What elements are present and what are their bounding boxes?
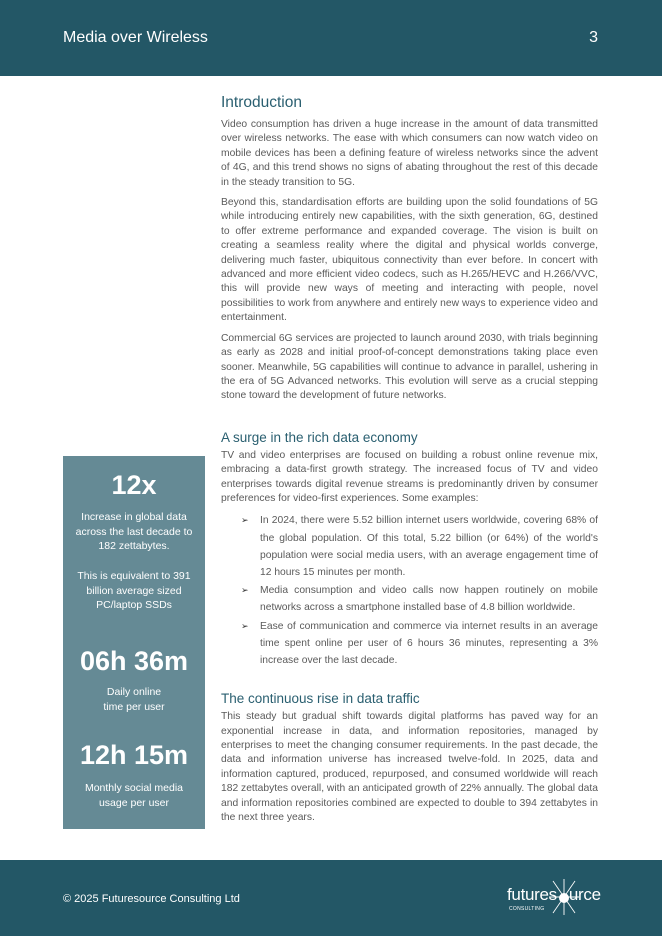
- paragraph: This steady but gradual shift towards digital platforms has paved way for an exponential increase in data, and information repositories, managed by enterprises to meet the changing consumer requirements. In the past decade, the data and information universe has increased twelve-fold. In 2025, data and information captured, produced, repurposed, and consumed worldwide will reach 182 zettabytes overall, with an anticipated growth of 22% annually. The global data and information repositories combined are expected to double to 394 zettabytes in the next three years.: [221, 711, 598, 824]
- page-number: 3: [589, 29, 598, 46]
- stat-label-data-growth: [63, 510, 205, 554]
- list-item-text: Ease of communication and commerce via internet results in an average time spent online per user of 6 hours 36 minutes, representing a 3% increase over the last decade.: [260, 620, 598, 666]
- heading-data-economy: A surge in the rich data economy: [221, 429, 418, 445]
- stat-desc: This is equivalent to 391 billion average sized PC/laptop SSDs: [77, 570, 191, 611]
- paragraph: Video consumption has driven a huge increase in the amount of data transmitted over wireless networks. The ease with which consumers can now watch video on mobile devices has been a defining feature of wireless networks since the advent of 4G, and this trend shows no signs of abating throughout the rest of this decade in the steady transition to 5G.: [221, 119, 598, 188]
- stat-label-ssd-equivalent: [63, 569, 205, 613]
- list-item: [241, 618, 598, 670]
- stat-value-daily-online: 06h 36m: [79, 646, 189, 676]
- paragraph: Beyond this, standardisation efforts are building upon the solid foundations of 5G while introducing entirely new capabilities, with the sixth generation, 6G, destined to offer extreme performance and expanded coverage. The vision is built on creating a seamless reality where the digital and physical worlds converge, delivering much faster, ubiquitous connectivity than ever before. In concert with advanced and more efficient video codecs, such as H.265/HEVC and H.266/VVC, this will provide new ways of meeting and interacting with people, novel possibilities to work from anywhere and entirely new ways to experience video and entertainment.: [221, 197, 598, 324]
- page-header: [0, 0, 662, 76]
- logo-word-left: futures: [507, 885, 557, 904]
- heading-data-traffic: The continuous rise in data traffic: [221, 691, 420, 707]
- list-item: [241, 582, 598, 616]
- arrow-bullet-icon: ➢: [241, 620, 249, 631]
- list-item-text: In 2024, there were 5.52 billion internet users worldwide, covering 68% of the global population. Of this total, 5.22 billion (or 64%) of the world's population were social media users, with an average engagement time of 12 hours 15 minutes per month.: [260, 515, 598, 578]
- paragraph: TV and video enterprises are focused on building a robust online revenue mix, embracing a data-first growth strategy. The increased focus of TV and video enterprises towards digital revenue streams is predominantly driven by consumer preferences for video-first experiences. Some examples:: [221, 449, 598, 504]
- heading-introduction: Introduction: [221, 94, 302, 111]
- list-item-text: Media consumption and video calls now happen routinely on mobile networks across a smartphone installed base of 4.8 billion worldwide.: [260, 585, 598, 614]
- examples-list: [221, 512, 598, 669]
- list-item: [241, 512, 598, 581]
- stat-desc: Increase in global data across the last decade to 182 zettabytes.: [75, 511, 193, 552]
- stats-sidebar: [63, 456, 205, 829]
- stat-value-data-growth: 12x: [111, 470, 157, 500]
- page-footer: [0, 860, 662, 936]
- logo-word-right: urce: [568, 885, 601, 904]
- logo-subtitle: CONSULTING: [509, 906, 545, 912]
- paragraph: Commercial 6G services are projected to launch around 2030, with trials beginning as early as 2028 and initial proof-of-concept demonstrations taking place even sooner. Meanwhile, 5G capabilities will continue to advance in parallel, ushering in the era of 5G Advanced networks. This evolution will serve as a crucial stepping stone toward the development of future networks.: [221, 332, 598, 402]
- stat-label-daily-online: [63, 685, 205, 714]
- stat-value-social-media: 12h 15m: [79, 740, 189, 770]
- futuresource-logo: [507, 881, 602, 917]
- copyright: © 2025 Futuresource Consulting Ltd: [63, 893, 240, 905]
- stat-desc: Daily online time per user: [103, 686, 165, 713]
- document-title: Media over Wireless: [63, 29, 208, 46]
- arrow-bullet-icon: ➢: [241, 585, 249, 596]
- arrow-bullet-icon: ➢: [241, 515, 249, 526]
- main-content: [221, 94, 598, 831]
- stat-desc: Monthly social media usage per user: [84, 782, 184, 809]
- starburst-icon: [549, 879, 579, 915]
- stat-label-social-media: [63, 781, 205, 810]
